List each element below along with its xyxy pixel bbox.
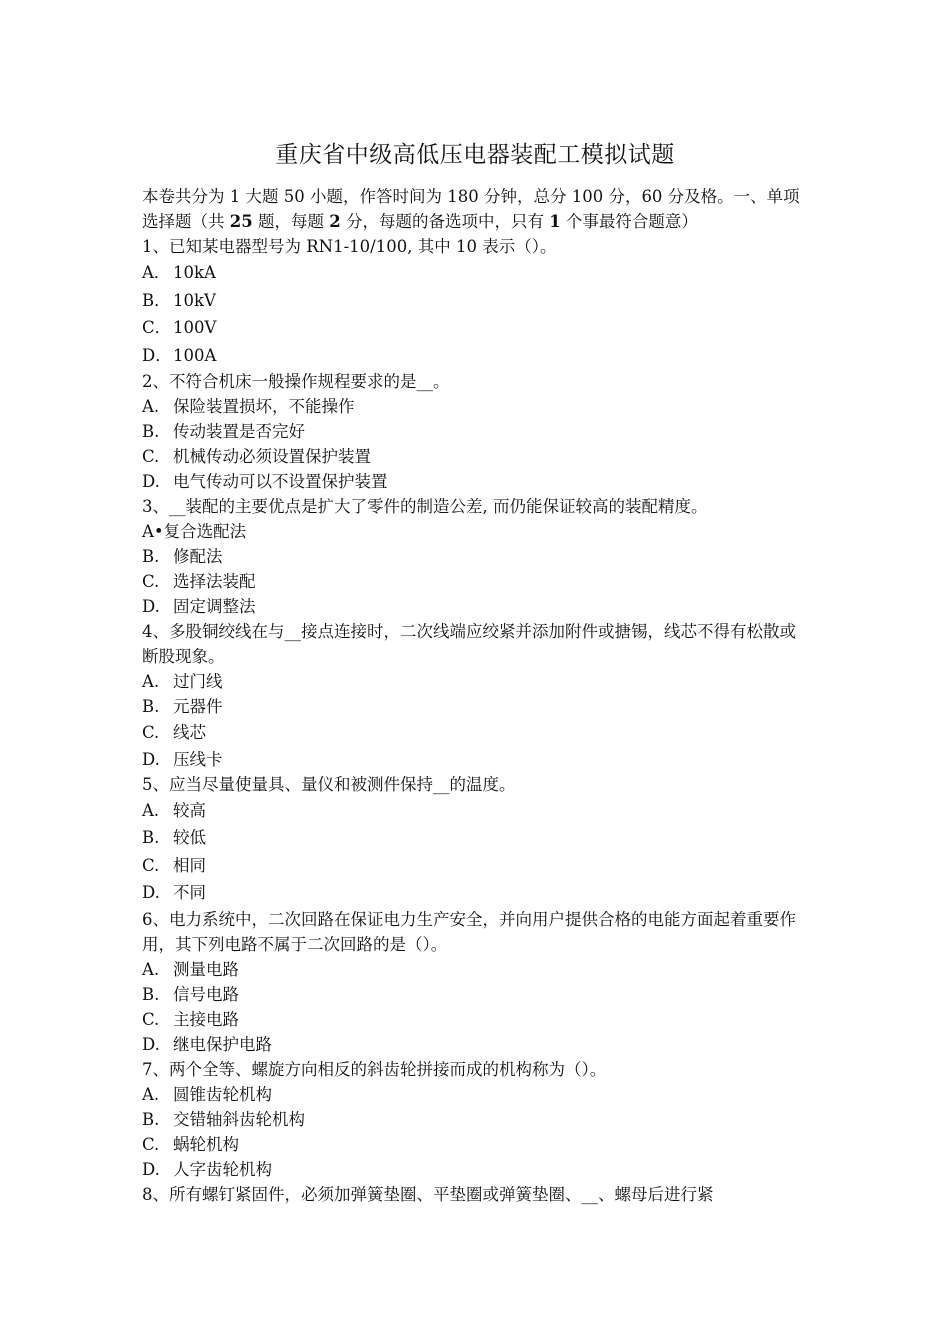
instructions-text-1: 本卷共分为 1 大题 50 小题，作答时间为 180 分钟，总分 100 分，60 分及格。一、单项选择题（共 [142,187,800,231]
option-text: 10kA [173,263,216,282]
option-d [142,342,810,370]
option-letter: B. [142,828,160,847]
option-text: 主接电路 [173,1009,239,1029]
option-text: 电气传动可以不设置保护装置 [173,472,388,491]
option-c [142,314,810,342]
option-letter: A． [142,263,171,282]
option-b [142,694,810,719]
option-text: 较低 [173,828,206,847]
option-letter: A. [142,672,160,691]
option-letter: B. [142,1109,160,1129]
option-c [142,1007,810,1032]
option-letter: B. [142,422,160,441]
option-letter: D. [142,1034,160,1054]
option-text: 圆锥齿轮机构 [173,1084,272,1104]
option-text: 交错轴斜齿轮机构 [173,1109,305,1129]
option-text: 100A [173,345,217,365]
option-text: 修配法 [173,547,223,566]
option-letter: D. [142,597,160,616]
option-letter: D. [142,472,160,491]
question-5 [142,772,810,907]
option-letter: C. [142,572,160,591]
question-2 [142,369,810,494]
option-text: 压线卡 [173,749,223,769]
question-stem: 8、所有螺钉紧固件，必须加弹簧垫圈、平垫圈或弹簧垫圈、__、螺母后进行紧 [142,1184,714,1204]
option-letter: C． [142,318,172,337]
option-text: 信号电路 [173,984,239,1004]
instructions-text-2: 题，每题 [252,212,330,231]
option-d [142,1032,810,1057]
question-7 [142,1057,810,1182]
option-letter: D. [142,883,160,902]
option-c [142,719,810,747]
option-text: 较高 [173,800,206,820]
option-letter: A. [142,959,160,979]
option-text: 固定调整法 [173,597,256,616]
option-letter: C. [142,1009,160,1029]
option-text: 继电保护电路 [173,1034,272,1054]
instructions-score: 2 [329,212,341,231]
option-text: 传动装置是否完好 [173,422,305,441]
option-text: 过门线 [173,672,223,691]
option-b [142,982,810,1007]
option-letter: B. [142,547,160,566]
option-text: 机械传动必须设置保护装置 [173,447,371,466]
option-letter: A. [142,397,160,416]
option-d [142,879,810,907]
option-letter: A. [142,800,160,820]
option-b [142,419,810,444]
question-1 [142,234,810,369]
document-body [142,184,810,1207]
question-8 [142,1182,810,1207]
option-a [142,519,810,544]
option-text: 蜗轮机构 [173,1134,239,1154]
option-text: 复合选配法 [163,522,247,541]
option-text: 不同 [173,883,206,902]
option-b [142,544,810,569]
question-stem: 3、__装配的主要优点是扩大了零件的制造公差, 而仍能保证较高的装配精度。 [142,497,708,516]
question-stem: 1、已知某电器型号为 RN1-10/100, 其中 10 表示（）。 [142,237,557,256]
option-d [142,594,810,619]
option-letter: D． [142,345,172,365]
option-letter: B. [142,697,160,716]
option-letter: C. [142,723,160,742]
option-a [142,797,810,825]
question-4 [142,619,810,772]
option-a [142,394,810,419]
option-letter: C. [142,447,160,466]
option-letter: D. [142,749,160,769]
option-text: 10kV [173,290,216,310]
option-a [142,1082,810,1107]
option-d [142,747,810,772]
option-text: 测量电路 [173,959,239,979]
option-letter: A. [142,1084,160,1104]
question-stem: 5、应当尽量使量具、量仪和被测件保持__的温度。 [142,774,516,794]
option-c [142,852,810,880]
option-letter: B． [142,290,171,310]
option-c [142,569,810,594]
exam-instructions [142,184,810,234]
question-3 [142,494,810,619]
option-letter: C. [142,855,160,875]
option-text: 保险装置损坏，不能操作 [173,397,355,416]
option-text: 100V [173,318,217,337]
option-a [142,259,810,287]
option-c [142,444,810,469]
option-d [142,469,810,494]
option-b [142,287,810,315]
option-b [142,824,810,852]
option-text: 相同 [173,855,206,875]
document-title: 重庆省中级高低压电器装配工模拟试题 [275,142,675,168]
option-a [142,957,810,982]
option-letter: B. [142,984,160,1004]
option-text: 元器件 [173,697,223,716]
option-text: 人字齿轮机构 [173,1159,272,1179]
option-text: 线芯 [173,723,206,742]
instructions-text-4: 个事最符合题意） [560,212,698,231]
option-letter: D. [142,1159,160,1179]
option-text: 选择法装配 [173,572,256,591]
option-d [142,1157,810,1182]
instructions-text-3: 分，每题的备选项中，只有 [340,212,550,231]
option-b [142,1107,810,1132]
question-6 [142,907,810,1057]
option-a [142,669,810,694]
option-letter: A• [142,522,164,541]
option-letter: C. [142,1134,160,1154]
question-stem: 7、两个全等、螺旋方向相反的斜齿轮拼接而成的机构称为（）。 [142,1059,607,1079]
instructions-one: 1 [549,212,561,231]
instructions-count: 25 [229,212,253,231]
option-c [142,1132,810,1157]
question-stem: 4、多股铜绞线在与__接点连接时，二次线端应绞紧并添加附件或搪锡，线芯不得有松散或断股现象。 [142,622,796,666]
question-stem: 2、不符合机床一般操作规程要求的是__。 [142,372,450,391]
question-stem: 6、电力系统中，二次回路在保证电力生产安全，并向用户提供合格的电能方面起着重要作用，其下列电路不属于二次回路的是（）。 [142,909,796,954]
